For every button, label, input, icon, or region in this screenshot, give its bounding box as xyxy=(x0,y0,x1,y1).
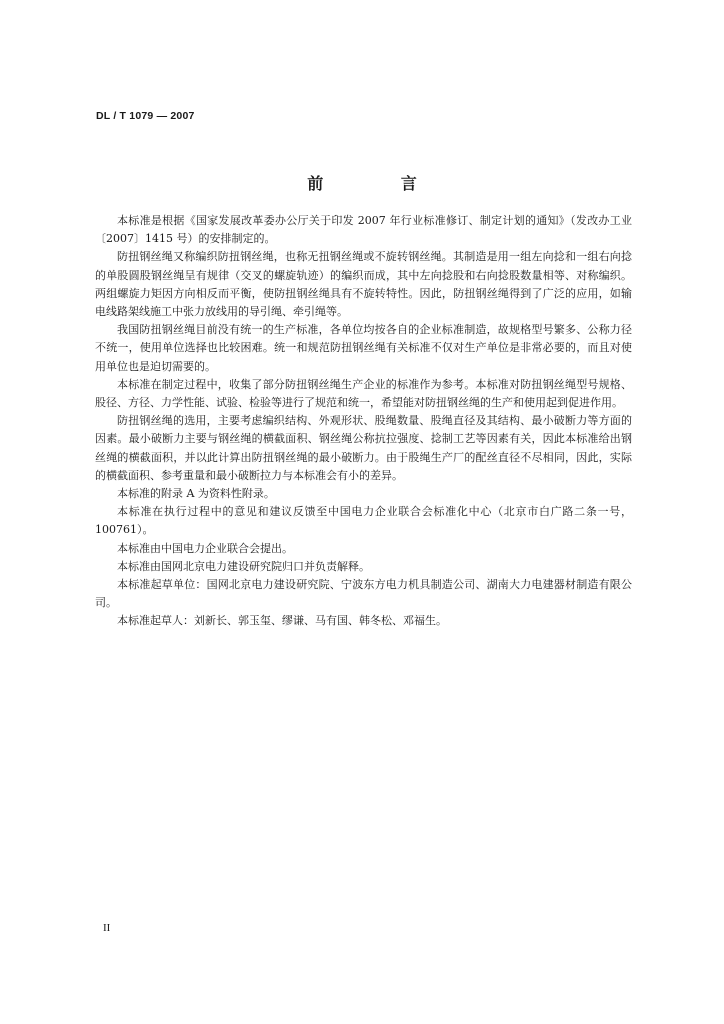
document-body xyxy=(95,212,632,631)
paragraph-drafters: 本标准起草人：刘新长、郭玉玺、缪谦、马有国、韩冬松、邓福生。 xyxy=(117,614,447,628)
paragraph-feedback: 本标准在执行过程中的意见和建议反馈至中国电力企业联合会标准化中心（北京市白广路二条一号，100761）。 xyxy=(95,505,632,537)
paragraph-plan-basis: 本标准是根据《国家发展改革委办公厅关于印发 2007 年行业标准修订、制定计划的通知》（发改办工业〔2007〕1415 号）的安排制定的。 xyxy=(95,214,632,246)
standard-code: DL / T 1079 — 2007 xyxy=(96,110,195,122)
paragraph-interpretation: 本标准由国网北京电力建设研究院归口并负责解释。 xyxy=(117,559,370,573)
page-title: 前 言 xyxy=(307,174,453,193)
paragraph-domestic-status: 我国防扭钢丝绳目前没有统一的生产标准，各单位均按各自的企业标准制造，故规格型号繁多、公称力径不统一，使用单位选择也比较困难。统一和规范防扭钢丝绳有关标准不仅对生产单位是非常必要的，而且对使用单位也是迫切需要的。 xyxy=(95,323,632,373)
paragraph-drafting-units: 本标准起草单位：国网北京电力建设研究院、宁波东方电力机具制造公司、湖南大力电建器材制造有限公司。 xyxy=(95,578,632,610)
paragraph-annex-note: 本标准的附录 A 为资料性附录。 xyxy=(117,487,275,501)
paragraph-drafting-process: 本标准在制定过程中，收集了部分防扭钢丝绳生产企业的标准作为参考。本标准对防扭钢丝绳型号规格、股径、方径、力学性能、试验、检验等进行了规范和统一，希望能对防扭钢丝绳的生产和使用起到促进作用。 xyxy=(95,377,632,410)
page-number: II xyxy=(103,922,111,934)
paragraph-rope-definition: 防扭钢丝绳又称编织防扭钢丝绳，也称无扭钢丝绳或不旋转钢丝绳。其制造是用一组左向捻和一组右向捻的单股圆股钢丝绳呈有规律（交叉的螺旋轨迹）的编织而成，其中左向捻股和右向捻股数量相等、对称编织。两组螺旋力矩因方向相反而平衡，使防扭钢丝绳具有不旋转特性。因此，防扭钢丝绳得到了广泛的应用，如输电线路架线施工中张力放线用的导引绳、牵引绳等。 xyxy=(95,250,632,319)
paragraph-proposer: 本标准由中国电力企业联合会提出。 xyxy=(117,541,293,555)
paragraph-selection-factors: 防扭钢丝绳的选用，主要考虑编织结构、外观形状、股绳数量、股绳直径及其结构、最小破断力等方面的因素。最小破断力主要与钢丝绳的横截面积、钢丝绳公称抗拉强度、捻制工艺等因素有关，因此本标准给出钢丝绳的横截面积，并以此计算出防扭钢丝绳的最小破断力。由于股绳生产厂的配丝直径不尽相同，因此，实际的横截面积、参考重量和最小破断拉力与本标准会有小的差异。 xyxy=(95,414,632,482)
